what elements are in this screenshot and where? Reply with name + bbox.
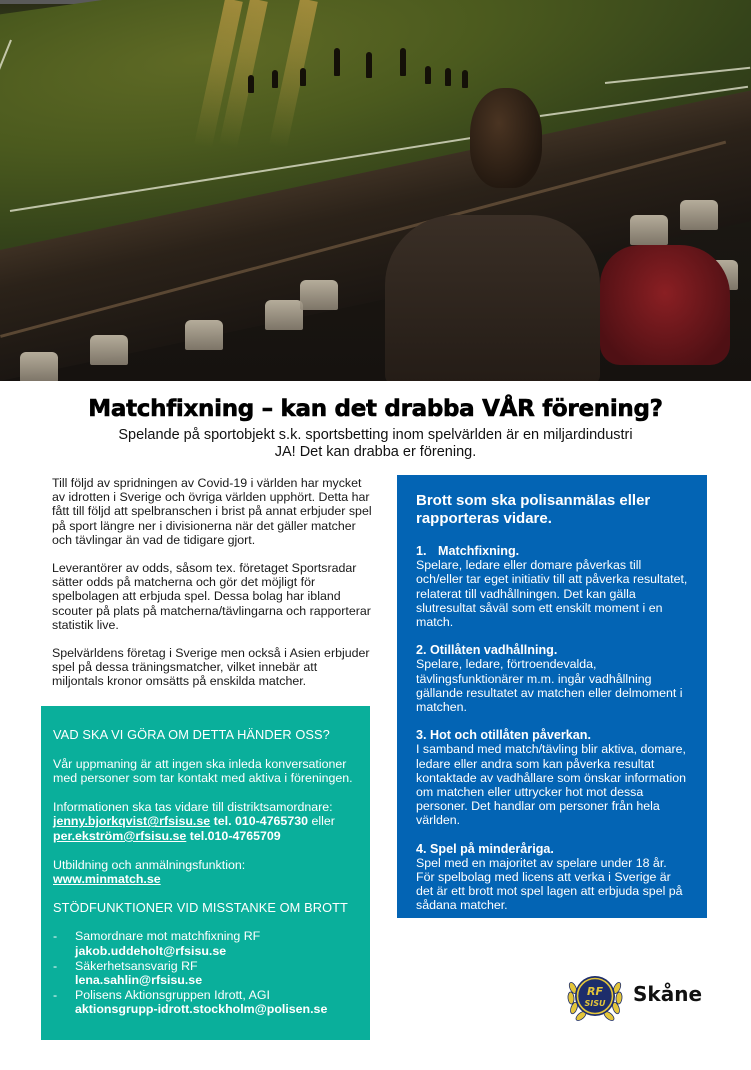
crime-title-text: Otillåten vadhållning. bbox=[430, 643, 558, 658]
crime-title-text: Matchfixning. bbox=[438, 544, 520, 558]
logo-text-rf: RF bbox=[587, 985, 603, 998]
stadium-seat bbox=[680, 200, 718, 230]
brand-name: Skåne bbox=[633, 982, 703, 1006]
email-link-jenny[interactable]: jenny.bjorkqvist@rfsisu.se bbox=[53, 814, 211, 829]
phone-per: tel.010-4765709 bbox=[189, 828, 281, 843]
subtitle bbox=[0, 427, 751, 461]
support-email[interactable]: jakob.uddeholt@rfsisu.se bbox=[75, 943, 227, 958]
support-role: Polisens Aktionsgruppen Idrott, AGI bbox=[75, 987, 270, 1002]
crime-body: Spelare, ledare, förtroendevalda, tävlingsfunktionärer m.m. ingår vadhållning gällande resultatet av matchen eller delmoment i matchen. bbox=[416, 657, 683, 715]
subtitle-line-1: Spelande på sportobjekt s.k. sportsbetting inom spelvärlden är en miljardindustri bbox=[118, 427, 633, 443]
crime-title-text: Hot och otillåten påverkan. bbox=[430, 728, 591, 743]
support-email[interactable]: aktionsgrupp-idrott.stockholm@polisen.se bbox=[75, 1002, 328, 1017]
crime-number: 2. bbox=[416, 643, 427, 658]
player-silhouette bbox=[248, 75, 254, 93]
crime-item bbox=[416, 728, 688, 827]
player-silhouette bbox=[462, 70, 468, 88]
action-heading: VAD SKA VI GÖRA OM DETTA HÄNDER OSS? bbox=[53, 727, 330, 742]
action-advice: Vår uppmaning är att ingen ska inleda konversationer med personer som tar kontakt med aktiva i föreningen. bbox=[53, 756, 353, 786]
intro-paragraph: Till följd av spridningen av Covid-19 i världen har mycket av idrotten i Sverige och övriga världen upphört. Detta har fått till följd att spelbranschen i brist på annat erbjuder spel på sport längre ner i divisionerna när det gäller matcher och tävlingar än vad de tidigare gjort. bbox=[52, 476, 372, 547]
bullet-dash: - bbox=[53, 958, 58, 973]
crime-number: 3. bbox=[416, 728, 427, 743]
player-silhouette bbox=[334, 48, 340, 76]
crime-body: Spel med en majoritet av spelare under 18 år. För spelbolag med licens att verka i Sverige är det är ett brott mot spel lagen att erbjuda spel på sådana matcher. bbox=[416, 855, 683, 913]
hero-photo bbox=[0, 0, 751, 381]
red-jacket bbox=[600, 245, 730, 365]
spectator-body bbox=[385, 215, 600, 381]
phone-jenny: tel. 010-4765730 bbox=[213, 814, 308, 829]
contact-conjunction: eller bbox=[308, 814, 335, 829]
crime-body: I samband med match/tävling blir aktiva, domare, ledare eller andra som kan påverka resultat kontaktade av vadhållare som önskar information om matchen eller uttrycker hot mot dessa personer. Det handlar om personer från hela världen. bbox=[416, 742, 686, 828]
crimes-box bbox=[397, 475, 707, 918]
intro-text bbox=[52, 476, 372, 703]
support-email[interactable]: lena.sahlin@rfsisu.se bbox=[75, 973, 203, 988]
minmatch-link[interactable]: www.minmatch.se bbox=[53, 872, 161, 887]
player-silhouette bbox=[366, 52, 372, 78]
crimes-heading: Brott som ska polisanmälas eller rapporteras vidare. bbox=[416, 492, 651, 527]
crime-title bbox=[416, 544, 688, 558]
stadium-seat bbox=[300, 280, 338, 310]
crime-item bbox=[416, 842, 688, 913]
logo-text-sisu: SISU bbox=[584, 999, 606, 1008]
stadium-seat bbox=[185, 320, 223, 350]
bullet-dash: - bbox=[53, 929, 58, 944]
support-heading: STÖDFUNKTIONER VID MISSTANKE OM BROTT bbox=[53, 899, 348, 915]
player-silhouette bbox=[425, 66, 431, 84]
bullet-dash: - bbox=[53, 987, 58, 1002]
crime-item bbox=[416, 544, 688, 629]
intro-paragraph: Leverantörer av odds, såsom tex. företaget Sportsradar sätter odds på matcherna och gör det möjligt för spelbolagen att erbjuda spel. Dessa bolag har ibland scouter på plats på matcherna/tävlingarna och rapporterar statistik live. bbox=[52, 561, 371, 632]
action-box bbox=[41, 706, 370, 1040]
rf-sisu-logo-icon bbox=[565, 966, 625, 1026]
support-role: Samordnare mot matchfixning RF bbox=[75, 929, 261, 944]
crime-title bbox=[416, 728, 688, 742]
support-role: Säkerhetsansvarig RF bbox=[75, 958, 198, 973]
education-info bbox=[53, 858, 358, 887]
crime-body: Spelare, ledare eller domare påverkas till och/eller tar eget initiativ till att påverka resultatet, relaterat till vadhållningen. Det kan gälla slutresultat såväl som ett enskilt moment i en match. bbox=[416, 558, 688, 630]
support-item bbox=[53, 988, 358, 1017]
player-silhouette bbox=[445, 68, 451, 86]
stadium-seat bbox=[265, 300, 303, 330]
crime-number: 1. bbox=[416, 544, 427, 558]
page-title: Matchfixning – kan det drabba VÅR förening? bbox=[88, 396, 663, 422]
player-silhouette bbox=[272, 70, 278, 88]
forward-label: Informationen ska tas vidare till distriktsamordnare: bbox=[53, 799, 333, 814]
crime-number: 4. bbox=[416, 841, 427, 856]
crime-title bbox=[416, 842, 688, 856]
support-list bbox=[53, 929, 358, 1017]
education-label: Utbildning och anmälningsfunktion: bbox=[53, 857, 246, 872]
email-link-per[interactable]: per.ekström@rfsisu.se bbox=[53, 828, 187, 843]
stadium-seat bbox=[90, 335, 128, 365]
stadium-seat bbox=[630, 215, 668, 245]
spectator-head bbox=[470, 88, 542, 188]
support-item bbox=[53, 929, 358, 958]
crime-item bbox=[416, 643, 688, 714]
stadium-seat bbox=[20, 352, 58, 381]
contact-info bbox=[53, 800, 358, 844]
player-silhouette bbox=[300, 68, 306, 86]
support-item bbox=[53, 959, 358, 988]
intro-paragraph: Spelvärldens företag i Sverige men också i Asien erbjuder spel på dessa träningsmatcher, vilket innebär att miljontals kronor omsätts på enskilda matcher. bbox=[52, 646, 370, 689]
crime-title bbox=[416, 643, 688, 657]
player-silhouette bbox=[400, 48, 406, 76]
crime-title-text: Spel på minderåriga. bbox=[430, 841, 554, 856]
subtitle-line-2: JA! Det kan drabba er förening. bbox=[274, 444, 477, 460]
